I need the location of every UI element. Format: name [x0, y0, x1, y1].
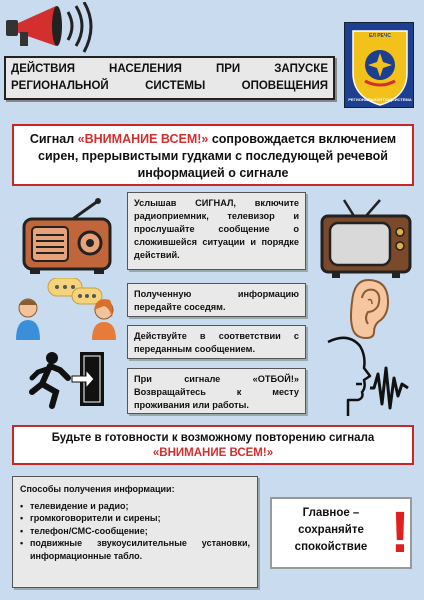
exclamation-icon: ! [390, 500, 410, 565]
signal-description [12, 124, 414, 186]
title-line-1: ДЕЙСТВИЯ НАСЕЛЕНИЯ ПРИ ЗАПУСКЕ [11, 63, 328, 75]
list-item: • громкоговорители и сирены; [20, 512, 250, 525]
info-methods-title: Способы получения информации: [20, 484, 175, 494]
tv-icon [318, 198, 414, 280]
speaking-head-icon [318, 334, 414, 418]
title-line-2: РЕГИОНАЛЬНОЙ СИСТЕМЫ ОПОВЕЩЕНИЯ [11, 80, 328, 92]
list-item: • телевидение и радио; [20, 500, 250, 513]
ready-highlight: «ВНИМАНИЕ ВСЕМ!» [152, 447, 274, 459]
emblem-bottom-text: РЕГИОНАЛЬНАЯ ПОДСИСТЕМА [348, 97, 412, 102]
info-methods [12, 476, 258, 588]
list-item: • телефон/СМС-сообщение; [20, 525, 250, 538]
evacuation-exit-icon [28, 348, 108, 410]
step-2: Полученную информацию передайте соседям. [127, 283, 306, 317]
megaphone-icon [2, 2, 98, 54]
radio-icon [20, 197, 114, 275]
calm-text: Главное – сохраняйте спокойствие [294, 507, 368, 553]
step-3: Действуйте в соответствии с переданным сообщением. [127, 325, 306, 359]
signal-highlight: «ВНИМАНИЕ ВСЕМ!» [77, 132, 209, 146]
step-1: Услышав СИГНАЛ, включите радиоприемник, телевизор и прослушайте сообщение о сложившейся ситуации и порядке действий. [127, 192, 306, 270]
signal-suffix: сопровождается включением сирен, прерывистыми гудками с последующей речевой информацией о сигнале [38, 132, 397, 180]
ready-notice [12, 425, 414, 465]
ear-icon [346, 278, 390, 340]
list-item: • подвижные звукоусилительные установки, информационные табло. [20, 537, 250, 562]
emblem-top-text: ЕЛ РЕЧС [368, 33, 392, 39]
step-4: При сигнале «ОТБОЙ!» Возвращайтесь к месту проживания или работы. [127, 368, 306, 414]
people-talking-icon [14, 278, 118, 340]
emblem [344, 22, 414, 108]
page-title [4, 56, 335, 100]
ready-text: Будьте в готовности к возможному повторению сигнала [51, 432, 375, 444]
signal-prefix: Сигнал [29, 132, 78, 146]
